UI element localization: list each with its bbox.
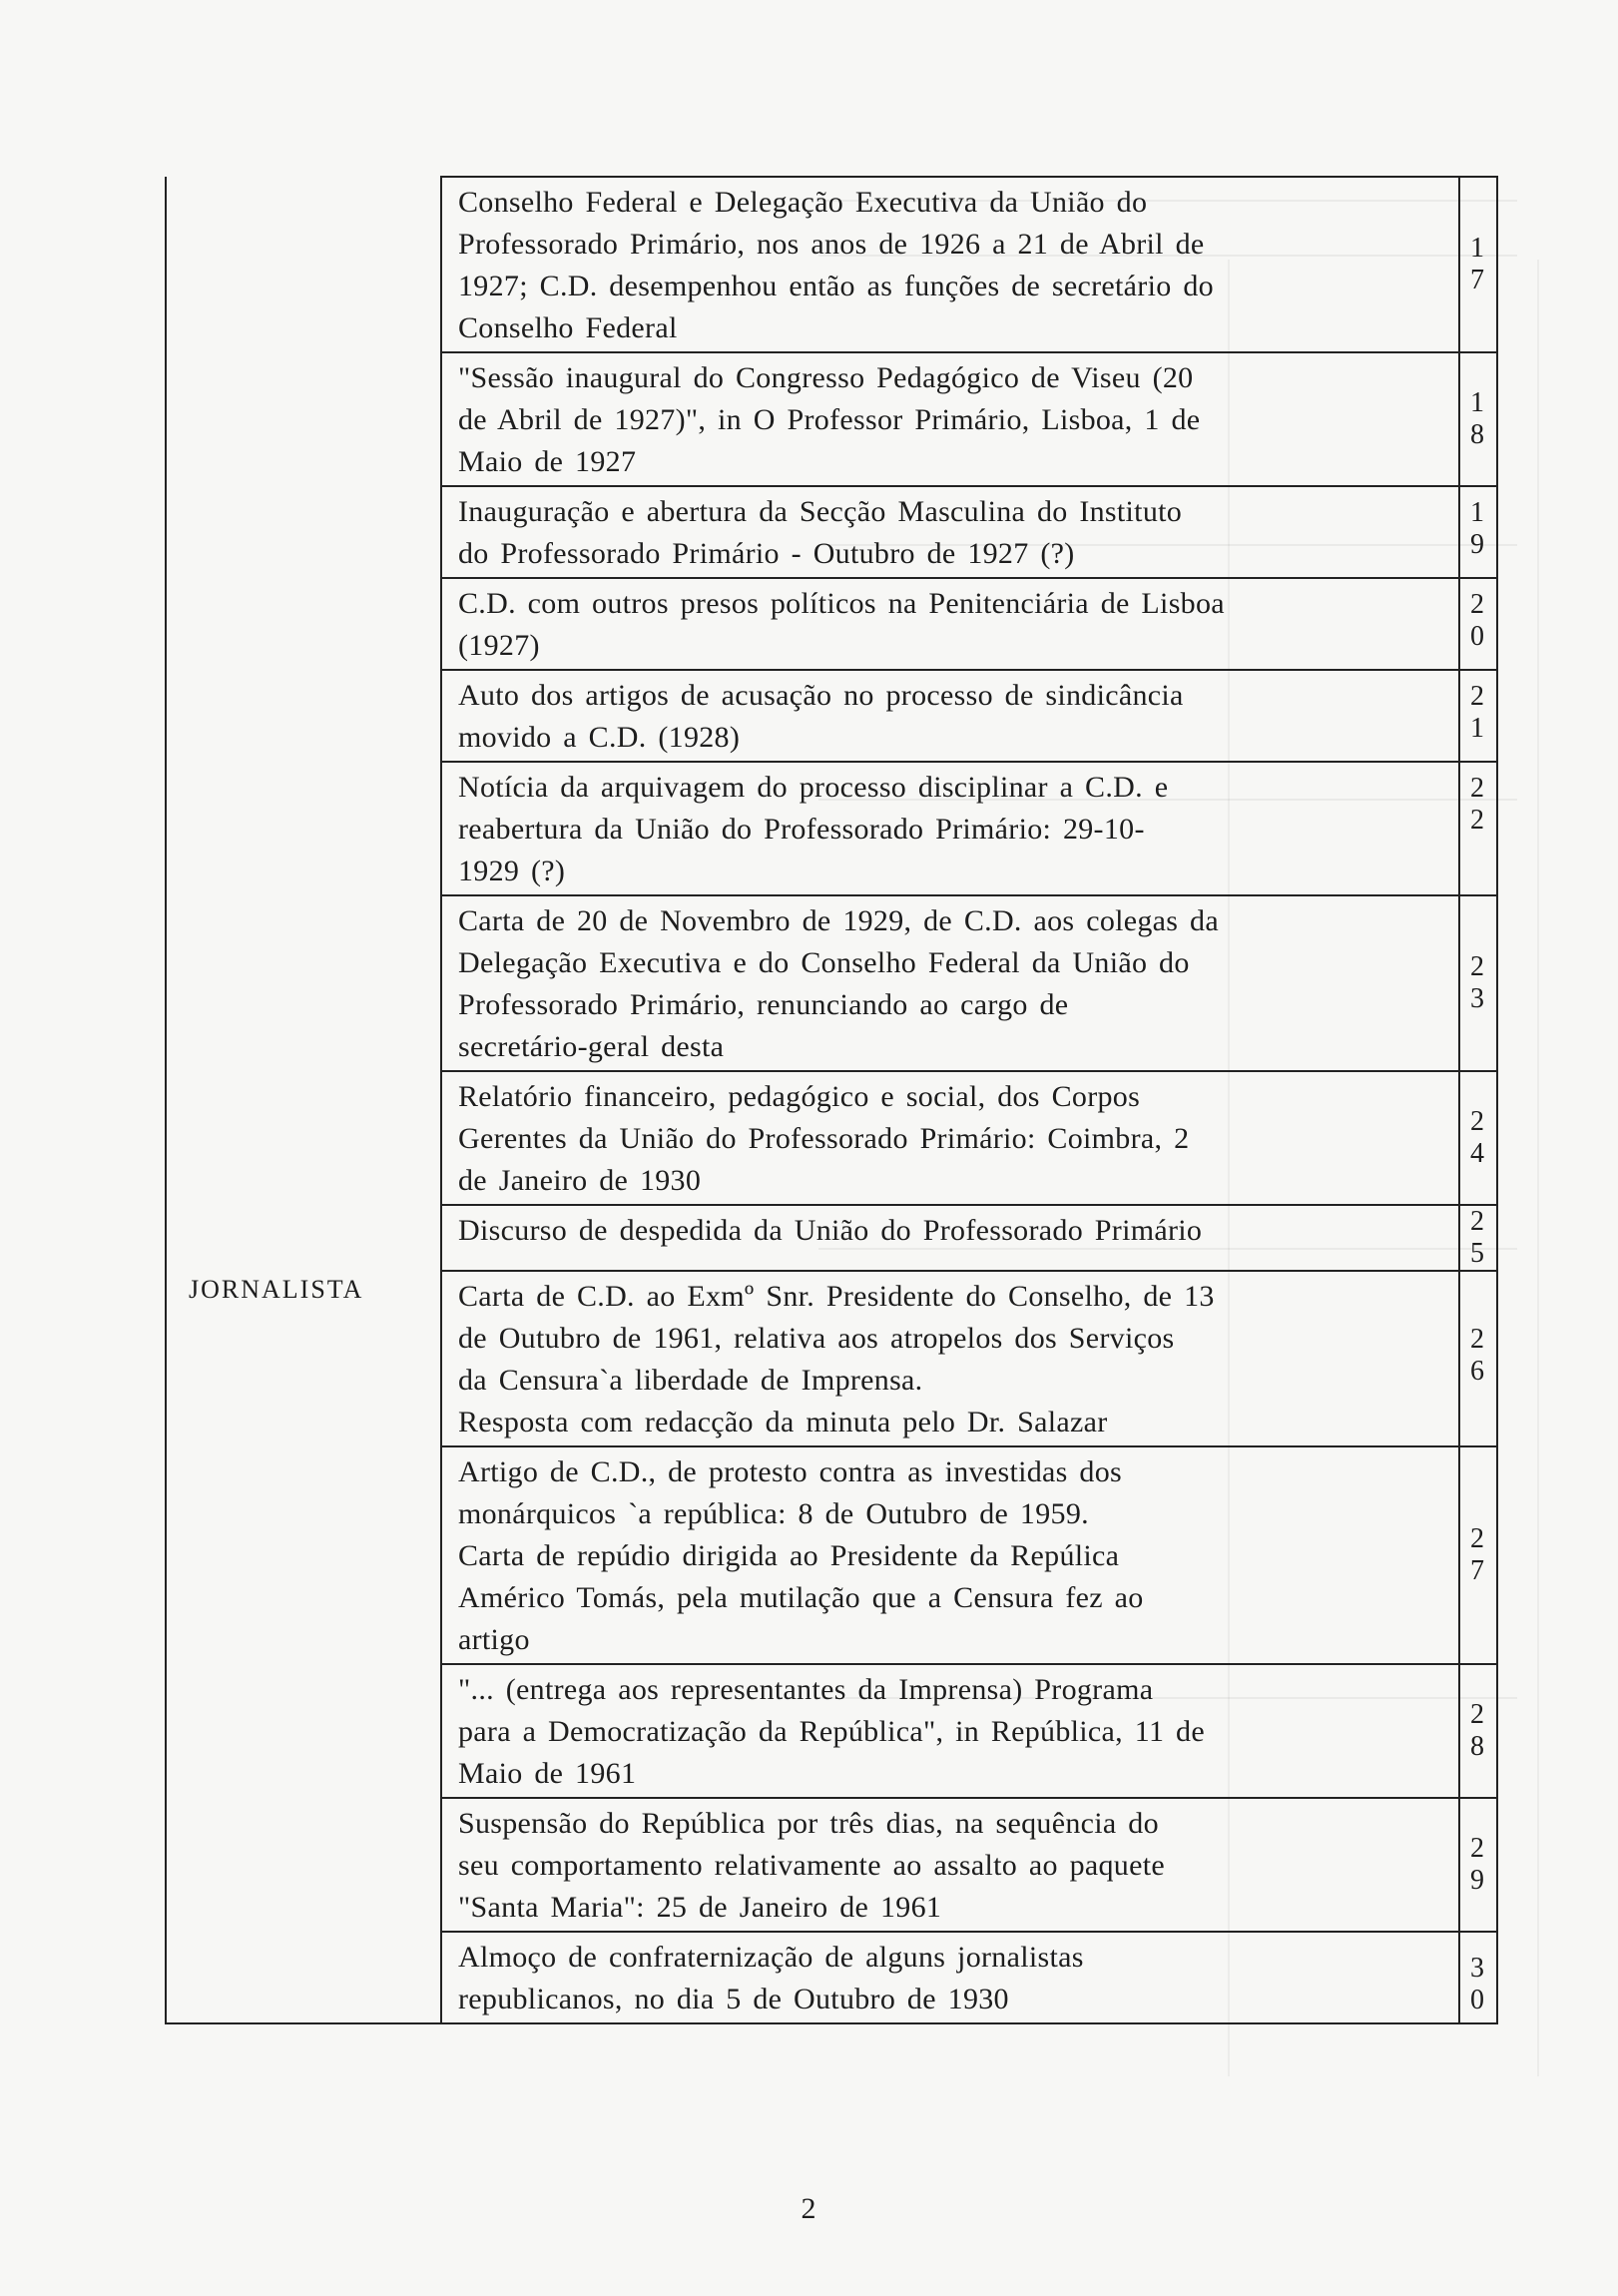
category-cell bbox=[166, 1798, 441, 1932]
description-line: de Outubro de 1961, relativa aos atropelos dos Serviços bbox=[458, 1322, 1175, 1355]
table-row bbox=[166, 578, 1497, 670]
description-line: "... (entrega aos representantes da Imprensa) Programa bbox=[458, 1673, 1154, 1706]
description-line: da Censura`a liberdade de Imprensa. bbox=[458, 1364, 923, 1397]
table-row bbox=[166, 1798, 1497, 1932]
description-line: Inauguração e abertura da Secção Masculina do Instituto bbox=[458, 495, 1183, 528]
description-line: Relatório financeiro, pedagógico e social, dos Corpos bbox=[458, 1080, 1141, 1113]
table-row bbox=[166, 762, 1497, 895]
description-line: "Santa Maria": 25 de Janeiro de 1961 bbox=[458, 1891, 942, 1924]
description-line: movido a C.D. (1928) bbox=[458, 721, 741, 754]
description-line: de Abril de 1927)", in O Professor Primário, Lisboa, 1 de bbox=[458, 403, 1201, 436]
item-number: 2 8 bbox=[1459, 1664, 1497, 1798]
category-cell bbox=[166, 670, 441, 762]
description-line: "Sessão inaugural do Congresso Pedagógico de Viseu (20 bbox=[458, 361, 1194, 394]
description-line: Almoço de confraternização de alguns jornalistas bbox=[458, 1941, 1084, 1974]
page-number: 2 bbox=[801, 2192, 816, 2225]
description-line: Auto dos artigos de acusação no processo de sindicância bbox=[458, 679, 1184, 712]
description-line: para a Democratização da República", in República, 11 de bbox=[458, 1715, 1205, 1748]
category-cell bbox=[166, 895, 441, 1071]
description-line: monárquicos `a república: 8 de Outubro de 1959. bbox=[458, 1497, 1089, 1530]
description-line: Carta de C.D. ao Exmº Snr. Presidente do Conselho, de 13 bbox=[458, 1280, 1215, 1313]
description-cell bbox=[441, 1205, 1459, 1271]
catalog-body bbox=[166, 177, 1497, 2023]
description-line: Conselho Federal bbox=[458, 311, 678, 344]
item-number: 3 0 bbox=[1459, 1932, 1497, 2023]
description-line: Artigo de C.D., de protesto contra as investidas dos bbox=[458, 1455, 1122, 1488]
category-cell bbox=[166, 1205, 441, 1271]
table-row bbox=[166, 670, 1497, 762]
description-line: Carta de 20 de Novembro de 1929, de C.D. aos colegas da bbox=[458, 904, 1219, 937]
item-number: 2 9 bbox=[1459, 1798, 1497, 1932]
description-cell bbox=[441, 895, 1459, 1071]
document-catalog-table bbox=[165, 176, 1498, 2024]
description-line: secretário-geral desta bbox=[458, 1030, 725, 1063]
description-line: Maio de 1961 bbox=[458, 1757, 637, 1790]
item-number: 2 4 bbox=[1459, 1071, 1497, 1205]
description-line: C.D. com outros presos políticos na Penitenciária de Lisboa bbox=[458, 587, 1225, 620]
description-cell bbox=[441, 1071, 1459, 1205]
item-number: 1 7 bbox=[1459, 177, 1497, 352]
item-number: 1 8 bbox=[1459, 352, 1497, 486]
description-cell bbox=[441, 177, 1459, 352]
description-line: de Janeiro de 1930 bbox=[458, 1164, 702, 1197]
description-line: Américo Tomás, pela mutilação que a Censura fez ao bbox=[458, 1581, 1144, 1614]
table-row bbox=[166, 352, 1497, 486]
show-through-line bbox=[1537, 260, 1539, 2076]
description-cell bbox=[441, 1664, 1459, 1798]
description-line: seu comportamento relativamente ao assalto ao paquete bbox=[458, 1849, 1165, 1882]
item-number: 1 9 bbox=[1459, 486, 1497, 578]
table-row bbox=[166, 1271, 1497, 1446]
item-number: 2 3 bbox=[1459, 895, 1497, 1071]
category-cell bbox=[166, 486, 441, 578]
table-row bbox=[166, 177, 1497, 352]
description-cell bbox=[441, 762, 1459, 895]
description-line: Professorado Primário, nos anos de 1926 a 21 de Abril de bbox=[458, 228, 1205, 261]
table-row bbox=[166, 1071, 1497, 1205]
description-line: Notícia da arquivagem do processo disciplinar a C.D. e bbox=[458, 771, 1169, 804]
table-row bbox=[166, 486, 1497, 578]
description-cell bbox=[441, 1798, 1459, 1932]
table-row bbox=[166, 1664, 1497, 1798]
item-number: 2 6 bbox=[1459, 1271, 1497, 1446]
description-line: Suspensão do República por três dias, na sequência do bbox=[458, 1807, 1159, 1840]
description-line: 1929 (?) bbox=[458, 855, 566, 887]
item-number: 2 7 bbox=[1459, 1446, 1497, 1664]
item-number: 2 2 bbox=[1459, 762, 1497, 895]
description-line: (1927) bbox=[458, 629, 540, 662]
description-line: Professorado Primário, renunciando ao cargo de bbox=[458, 988, 1069, 1021]
description-cell bbox=[441, 486, 1459, 578]
description-line: reabertura da União do Professorado Primário: 29-10- bbox=[458, 813, 1145, 846]
description-line: 1927; C.D. desempenhou então as funções de secretário do bbox=[458, 270, 1214, 302]
category-cell bbox=[166, 762, 441, 895]
description-line: Resposta com redacção da minuta pelo Dr. Salazar bbox=[458, 1406, 1108, 1438]
table-row bbox=[166, 895, 1497, 1071]
item-number: 2 1 bbox=[1459, 670, 1497, 762]
description-line: Carta de repúdio dirigida ao Presidente da Repúlica bbox=[458, 1539, 1120, 1572]
description-cell bbox=[441, 1932, 1459, 2023]
category-cell bbox=[166, 1664, 441, 1798]
table-row bbox=[166, 1205, 1497, 1271]
description-line: artigo bbox=[458, 1623, 530, 1656]
item-number: 2 0 bbox=[1459, 578, 1497, 670]
category-cell bbox=[166, 578, 441, 670]
table-row bbox=[166, 1446, 1497, 1664]
category-cell bbox=[166, 1446, 441, 1664]
description-line: Conselho Federal e Delegação Executiva da União do bbox=[458, 186, 1148, 219]
description-line: Discurso de despedida da União do Professorado Primário bbox=[458, 1214, 1203, 1247]
category-cell bbox=[166, 352, 441, 486]
description-cell bbox=[441, 1271, 1459, 1446]
description-line: do Professorado Primário - Outubro de 1927 (?) bbox=[458, 537, 1075, 570]
category-cell bbox=[166, 1932, 441, 2023]
category-cell bbox=[166, 1071, 441, 1205]
description-cell bbox=[441, 578, 1459, 670]
item-number: 2 5 bbox=[1459, 1205, 1497, 1271]
description-cell bbox=[441, 352, 1459, 486]
description-line: Delegação Executiva e do Conselho Federal da União do bbox=[458, 946, 1190, 979]
description-line: Gerentes da União do Professorado Primário: Coimbra, 2 bbox=[458, 1122, 1190, 1155]
table-row bbox=[166, 1932, 1497, 2023]
category-cell bbox=[166, 177, 441, 352]
description-line: republicanos, no dia 5 de Outubro de 1930 bbox=[458, 1983, 1009, 2015]
description-cell bbox=[441, 1446, 1459, 1664]
description-line: Maio de 1927 bbox=[458, 445, 637, 478]
category-cell-jornalista: JORNALISTA bbox=[166, 1271, 441, 1446]
description-cell bbox=[441, 670, 1459, 762]
